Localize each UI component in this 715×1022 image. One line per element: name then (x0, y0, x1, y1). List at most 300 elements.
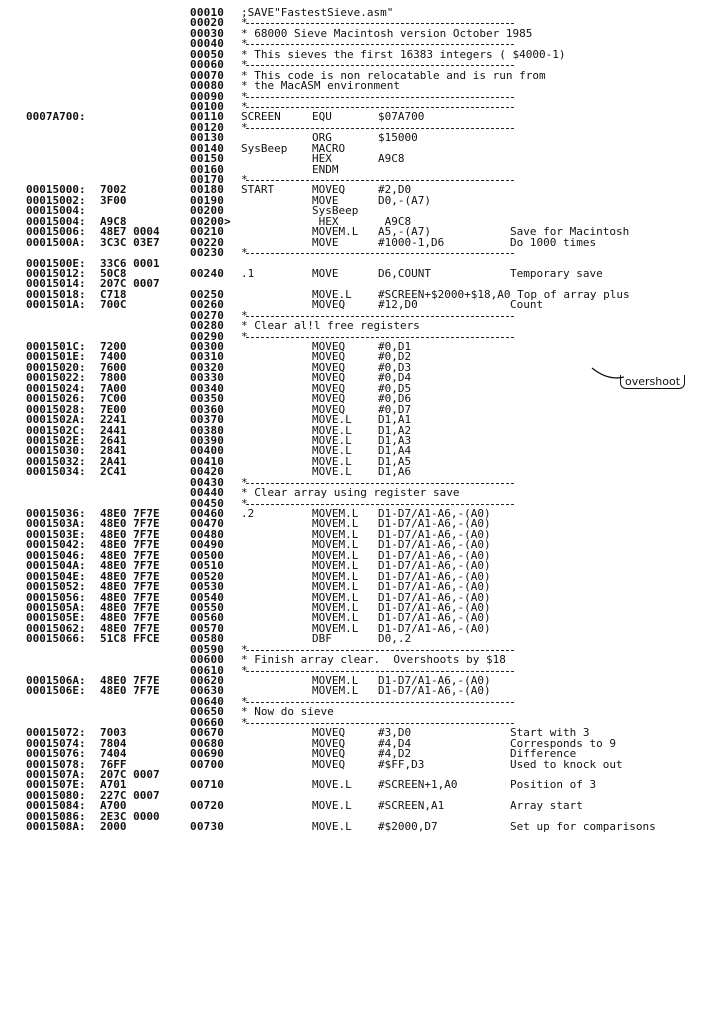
line-text: * the MacASM environment (241, 79, 400, 93)
line-cmt: Temporary save (510, 266, 603, 280)
listing-line (0, 822, 715, 832)
line-addr: 0007A700: (26, 110, 86, 124)
line-op: MOVEM.L (312, 611, 359, 625)
line-code: 2441 (100, 423, 127, 437)
line-addr: 0001505A: (26, 600, 86, 614)
line-op: MOVE.L (312, 799, 352, 813)
line-code: 2A41 (100, 454, 127, 468)
line-addr: 0001504E: (26, 569, 86, 583)
line-code: 7002 (100, 183, 127, 197)
line-operand: #0,D6 (378, 392, 412, 406)
line-addr: 00015000: (26, 183, 86, 197)
line-lnum: 00080 (190, 79, 225, 93)
line-operand: $15000 (378, 131, 418, 145)
listing-line (0, 89, 715, 103)
line-cmt: Start with 3 (510, 726, 590, 740)
line-lnum: 00590 (190, 642, 225, 656)
line-addr: 0001500E: (26, 256, 86, 270)
line-lnum: 00100 (190, 99, 225, 113)
line-addr: 0001502A: (26, 413, 86, 427)
line-operand: D1,A3 (378, 433, 412, 447)
line-code: A9C8 (100, 214, 127, 228)
line-text: * (241, 694, 248, 708)
line-code: 48E0 7F7E (100, 538, 160, 552)
line-text: * (241, 37, 248, 51)
line-text: * 68000 Sieve Macintosh version October 1985 (241, 26, 533, 40)
line-lnum: 00310 (190, 350, 225, 364)
line-text: * (241, 308, 248, 322)
line-operand: D1-D7/A1-A6,-(A0) (378, 527, 491, 541)
line-code: 48E0 7F7E (100, 517, 160, 531)
line-operand: #12,D0 (378, 298, 418, 312)
line-lnum: 00630 (190, 684, 225, 698)
line-code: 7400 (100, 350, 127, 364)
line-lnum: 00690 (190, 747, 225, 761)
line-operand: #0,D4 (378, 371, 412, 385)
line-addr: 00015004: (26, 214, 86, 228)
line-addr: 00015020: (26, 360, 86, 374)
line-operand: #0,D3 (378, 360, 412, 374)
line-op: MOVE.L (312, 444, 352, 458)
line-label: .2 (241, 507, 255, 520)
line-op: MOVE.L (312, 287, 352, 301)
line-op: MOVEM.L (312, 600, 359, 614)
line-addr: 00015076: (26, 747, 86, 761)
line-operand: D1-D7/A1-A6,-(A0) (378, 538, 491, 552)
line-code: 48E7 0004 (100, 225, 160, 239)
line-lnum: 00090 (190, 89, 225, 103)
line-op: MOVEM.L (312, 674, 359, 687)
line-code: 3F00 (100, 193, 127, 207)
line-text: * (241, 99, 248, 113)
line-addr: 00015014: (26, 277, 86, 291)
line-lnum: 00730 (190, 820, 225, 834)
line-op: MOVEM.L (312, 580, 359, 594)
listing-line (0, 162, 715, 176)
line-lnum: 00040 (190, 37, 225, 51)
line-code: 7A00 (100, 381, 127, 395)
line-op: MOVEM.L (312, 569, 359, 583)
line-addr: 00015036: (26, 507, 86, 520)
listing-line (0, 141, 715, 155)
line-op: MOVEM.L (312, 684, 359, 698)
line-text: * (241, 496, 248, 510)
line-text: * This code is non relocatable and is run from (241, 68, 546, 82)
line-lnum: 00230 (190, 246, 225, 260)
line-op: MOVEQ (312, 747, 346, 761)
line-op: MOVEQ (312, 392, 346, 406)
line-addr: 00015056: (26, 590, 86, 604)
listing-line (0, 300, 715, 310)
line-operand: A9C8 (378, 152, 405, 166)
line-addr: 00015002: (26, 193, 86, 207)
line-lnum: 00340 (190, 381, 225, 395)
line-addr: 00015028: (26, 402, 86, 416)
line-lnum: 00520 (190, 569, 225, 583)
line-op: EQU (312, 110, 332, 124)
line-lnum: 00580 (190, 632, 225, 646)
line-code: 7404 (100, 747, 127, 761)
line-operand: #4,D2 (378, 747, 412, 761)
line-op: MOVEQ (312, 298, 346, 312)
line-lnum: 00510 (190, 559, 225, 573)
line-text: * (241, 663, 248, 677)
line-code: 48E0 7F7E (100, 569, 160, 583)
dashed-separator (246, 650, 514, 651)
line-cmt: Count (510, 298, 544, 312)
line-op: MACRO (312, 141, 346, 155)
line-lnum: 00170 (190, 173, 225, 186)
line-operand: D1,A2 (378, 423, 412, 437)
line-addr: 0001508A: (26, 820, 86, 834)
line-lnum: 00420 (190, 465, 225, 479)
line-lnum: 00260 (190, 298, 225, 312)
line-text: * (241, 475, 248, 489)
line-op: MOVE.L (312, 454, 352, 468)
listing-line (0, 488, 715, 498)
line-lnum: 00500 (190, 548, 225, 562)
line-lnum: 00190 (190, 193, 225, 207)
line-lnum: 00460 (190, 507, 225, 520)
line-code: 51C8 FFCE (100, 632, 160, 646)
line-addr: 00015062: (26, 621, 86, 635)
line-code: 7C00 (100, 392, 127, 406)
line-lnum: 00610 (190, 663, 225, 677)
line-code: 700C (100, 298, 127, 312)
line-operand: #$FF,D3 (378, 757, 425, 771)
line-addr: 00015034: (26, 465, 86, 479)
line-lnum: 00320 (190, 360, 225, 374)
listing-line (0, 133, 715, 143)
listing-line (0, 120, 715, 134)
line-op: MOVE.L (312, 820, 352, 834)
line-lnum: 00400 (190, 444, 225, 458)
dashed-separator (246, 723, 514, 724)
listing-line (0, 154, 715, 164)
line-op: MOVE.L (312, 413, 352, 427)
line-op: MOVEQ (312, 381, 346, 395)
line-op: MOVEM.L (312, 527, 359, 541)
dashed-separator (246, 253, 514, 254)
listing-line (0, 112, 715, 122)
dashed-separator (246, 97, 514, 98)
line-code: 48E0 7F7E (100, 621, 160, 635)
line-operand: D1-D7/A1-A6,-(A0) (378, 600, 491, 614)
line-operand: #3,D0 (378, 726, 412, 740)
line-lnum: 00200> (190, 214, 231, 228)
line-op: ORG (312, 131, 332, 145)
line-operand: #1000-1,D6 (378, 235, 445, 249)
line-operand: D1,A4 (378, 444, 412, 458)
line-code: 207C 0007 (100, 277, 160, 291)
line-code: A700 (100, 799, 127, 813)
line-lnum: 00450 (190, 496, 225, 510)
line-operand: D1,A6 (378, 465, 412, 479)
line-code: A701 (100, 778, 127, 792)
line-code: 48E0 7F7E (100, 527, 160, 541)
dashed-separator (246, 44, 514, 45)
line-addr: 00015052: (26, 580, 86, 594)
line-lnum: 00200 (190, 204, 225, 218)
line-operand: #4,D4 (378, 736, 412, 750)
line-addr: 00015004: (26, 204, 86, 218)
line-lnum: 00290 (190, 329, 225, 343)
line-operand: D1-D7/A1-A6,-(A0) (378, 517, 491, 531)
line-lnum: 00570 (190, 621, 225, 635)
line-lnum: 00240 (190, 266, 225, 280)
line-lnum: 00030 (190, 26, 225, 40)
line-op: MOVEM.L (312, 538, 359, 552)
line-text: * (241, 642, 248, 656)
line-lnum: 00620 (190, 674, 225, 687)
dashed-separator (246, 180, 514, 181)
line-lnum: 00650 (190, 705, 225, 719)
listing-line (0, 634, 715, 644)
line-addr: 0001501C: (26, 340, 86, 353)
line-lnum: 00710 (190, 778, 225, 792)
dashed-separator (246, 702, 514, 703)
line-addr: 0001503A: (26, 517, 86, 531)
line-code: 76FF (100, 757, 127, 771)
line-lnum: 00700 (190, 757, 225, 771)
line-cmt: Difference (510, 747, 577, 761)
line-op: MOVE.L (312, 423, 352, 437)
line-operand: #0,D1 (378, 340, 412, 353)
line-label: START (241, 183, 275, 197)
line-code: 2641 (100, 433, 127, 447)
listing-line (0, 81, 715, 91)
line-addr: 00015022: (26, 371, 86, 385)
line-operand: D0,.2 (378, 632, 412, 646)
line-addr: 00015086: (26, 809, 86, 823)
listing-line (0, 235, 715, 249)
line-op: MOVEQ (312, 736, 346, 750)
line-op: MOVEQ (312, 757, 346, 771)
line-code: 2E3C 0000 (100, 809, 160, 823)
line-addr: 00015012: (26, 266, 86, 280)
dashed-separator (246, 107, 514, 108)
line-code: 7E00 (100, 402, 127, 416)
line-code: 2C41 (100, 465, 127, 479)
line-op: MOVEQ (312, 340, 346, 353)
line-lnum: 00020 (190, 16, 225, 30)
line-op: MOVEM.L (312, 559, 359, 573)
line-addr: 0001501A: (26, 298, 86, 312)
listing-line (0, 321, 715, 331)
line-op: MOVE (312, 193, 339, 207)
line-op: MOVEM.L (312, 590, 359, 604)
line-lnum: 00540 (190, 590, 225, 604)
line-text: * (241, 120, 248, 134)
line-op: MOVEQ (312, 183, 346, 197)
line-addr: 0001505E: (26, 611, 86, 625)
line-code: 48E0 7F7E (100, 590, 160, 604)
line-operand: #$2000,D7 (378, 820, 438, 834)
line-lnum: 00010 (190, 6, 225, 19)
line-code: 2000 (100, 820, 127, 834)
line-text: * Finish array clear. Overshoots by $18 (241, 653, 506, 667)
line-label: SysBeep (241, 141, 288, 155)
line-op: ENDM (312, 162, 339, 176)
line-addr: 0001507A: (26, 767, 86, 781)
line-operand: D1-D7/A1-A6,-(A0) (378, 507, 491, 520)
line-text: * (241, 89, 248, 103)
line-op: MOVEM.L (312, 621, 359, 635)
line-operand: D1-D7/A1-A6,-(A0) (378, 559, 491, 573)
line-op: MOVE (312, 266, 339, 280)
line-operand: A9C8 (378, 214, 412, 228)
listing-line (0, 467, 715, 477)
line-code: 3C3C 03E7 (100, 235, 160, 249)
line-addr: 0001503E: (26, 527, 86, 541)
line-lnum: 00180 (190, 183, 225, 197)
line-operand: #SCREEN+$2000+$18,A0 Top of array plus (378, 287, 630, 301)
line-operand: #0,D2 (378, 350, 412, 364)
dashed-separator (246, 671, 514, 672)
line-lnum: 00250 (190, 287, 225, 301)
line-lnum: 00530 (190, 580, 225, 594)
line-code: 48E0 7F7E (100, 559, 160, 573)
listing-line (0, 26, 715, 40)
line-op: MOVEQ (312, 371, 346, 385)
line-op: MOVEQ (312, 402, 346, 416)
line-lnum: 00130 (190, 131, 225, 145)
line-lnum: 00670 (190, 726, 225, 740)
line-lnum: 00120 (190, 120, 225, 134)
line-lnum: 00550 (190, 600, 225, 614)
line-text: * (241, 329, 248, 343)
listing-line (0, 655, 715, 665)
line-lnum: 00660 (190, 715, 225, 729)
line-lnum: 00300 (190, 340, 225, 353)
line-code: 207C 0007 (100, 767, 160, 781)
line-operand: D1-D7/A1-A6,-(A0) (378, 684, 491, 698)
line-lnum: 00410 (190, 454, 225, 468)
assembly-listing (0, 8, 715, 833)
handwritten-overshoot-note: overshoot (620, 375, 685, 389)
line-text: * (241, 58, 248, 72)
line-lnum: 00050 (190, 47, 225, 61)
line-code: 227C 0007 (100, 788, 160, 802)
line-addr: 0001506E: (26, 684, 86, 698)
line-lnum: 00070 (190, 68, 225, 82)
line-lnum: 00150 (190, 152, 225, 166)
line-operand: D0,-(A7) (378, 193, 431, 207)
line-lnum: 00720 (190, 799, 225, 813)
line-operand: D1-D7/A1-A6,-(A0) (378, 548, 491, 562)
line-text: * (241, 16, 248, 30)
line-lnum: 00350 (190, 392, 225, 406)
line-lnum: 00140 (190, 141, 225, 155)
line-lnum: 00490 (190, 538, 225, 552)
line-label: .1 (241, 266, 255, 280)
line-text: * Now do sieve (241, 705, 334, 719)
line-op: HEX (312, 152, 332, 166)
line-cmt: Set up for comparisons (510, 820, 656, 834)
line-addr: 0001500A: (26, 235, 86, 249)
line-op: MOVE (312, 235, 339, 249)
line-operand: #0,D5 (378, 381, 412, 395)
line-code: 7600 (100, 360, 127, 374)
line-op: MOVEQ (312, 726, 346, 740)
line-addr: 00015026: (26, 392, 86, 406)
line-lnum: 00060 (190, 58, 225, 72)
listing-line (0, 707, 715, 717)
line-addr: 00015032: (26, 454, 86, 468)
line-lnum: 00160 (190, 162, 225, 176)
line-cmt: Save for Macintosh (510, 225, 630, 239)
line-addr: 00015072: (26, 726, 86, 740)
listing-line (0, 99, 715, 113)
line-op: DBF (312, 632, 332, 646)
line-operand: D1-D7/A1-A6,-(A0) (378, 674, 491, 687)
line-code: 33C6 0001 (100, 256, 160, 270)
line-operand: #SCREEN,A1 (378, 799, 445, 813)
line-text: * This sieves the first 16383 integers ( $4000-1) (241, 47, 566, 61)
line-op: MOVE.L (312, 465, 352, 479)
line-addr: 00015080: (26, 788, 86, 802)
line-addr: 00015006: (26, 225, 86, 239)
line-operand: #0,D7 (378, 402, 412, 416)
listing-line (0, 47, 715, 61)
line-lnum: 00270 (190, 308, 225, 322)
line-lnum: 00360 (190, 402, 225, 416)
line-op: HEX (312, 214, 339, 228)
line-code: 7804 (100, 736, 127, 750)
line-text: * (241, 246, 248, 260)
line-cmt: Corresponds to 9 (510, 736, 616, 750)
line-operand: D1,A5 (378, 454, 412, 468)
line-op: MOVEM.L (312, 517, 359, 531)
dashed-separator (246, 23, 514, 24)
line-lnum: 00560 (190, 611, 225, 625)
line-lnum: 00470 (190, 517, 225, 531)
listing-line (0, 694, 715, 708)
line-op: MOVEM.L (312, 507, 359, 520)
handwritten-arrow-icon (590, 365, 630, 385)
line-operand: D1-D7/A1-A6,-(A0) (378, 590, 491, 604)
line-operand: $07A700 (378, 110, 425, 124)
line-addr: 00015084: (26, 799, 86, 813)
line-lnum: 00370 (190, 413, 225, 427)
line-addr: 0001502E: (26, 433, 86, 447)
line-cmt: Position of 3 (510, 778, 597, 792)
line-label: SCREEN (241, 110, 281, 124)
line-text: * (241, 715, 248, 729)
line-lnum: 00640 (190, 694, 225, 708)
line-lnum: 00480 (190, 527, 225, 541)
line-operand: D1-D7/A1-A6,-(A0) (378, 569, 491, 583)
line-addr: 00015074: (26, 736, 86, 750)
dashed-separator (246, 483, 514, 484)
line-operand: D1-D7/A1-A6,-(A0) (378, 611, 491, 625)
line-addr: 00015030: (26, 444, 86, 458)
line-op: MOVEQ (312, 360, 346, 374)
line-addr: 0001504A: (26, 559, 86, 573)
line-code: 48E0 7F7E (100, 507, 160, 520)
line-lnum: 00280 (190, 319, 225, 333)
line-text: * Clear array using register save (241, 486, 460, 500)
line-addr: 00015018: (26, 287, 86, 301)
line-code: 7800 (100, 371, 127, 385)
dashed-separator (246, 128, 514, 129)
line-code: 48E0 7F7E (100, 580, 160, 594)
line-operand: #SCREEN+1,A0 (378, 778, 458, 792)
line-code: 2241 (100, 413, 127, 427)
line-code: 48E0 7F7E (100, 684, 160, 698)
line-op: MOVE.L (312, 433, 352, 447)
line-code: 7003 (100, 726, 127, 740)
